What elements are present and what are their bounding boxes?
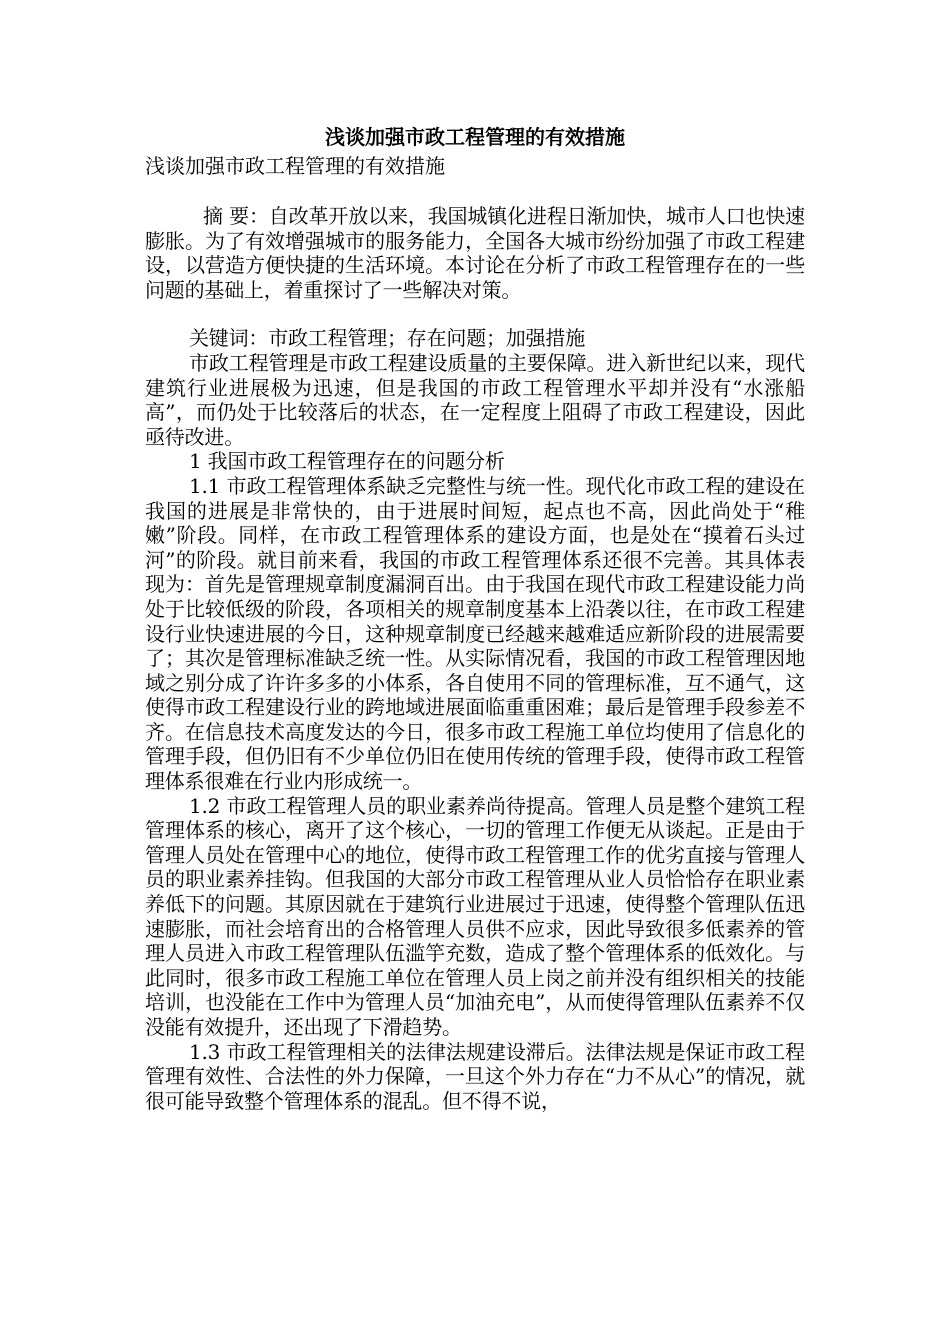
document-body <box>145 122 805 1113</box>
intro-paragraph: 市政工程管理是市政工程建设质量的主要保障。进入新世纪以来，现代建筑行业进展极为迅速，但是我国的市政工程管理水平却并没有“水涨船高”，而仍处于比较落后的状态，在一定程度上阻碍了市政工程建设，因此亟待改进。 <box>145 350 805 449</box>
abstract-paragraph: 摘 要：自改革开放以来，我国城镇化进程日渐加快，城市人口也快速膨胀。为了有效增强城市的服务能力，全国各大城市纷纷加强了市政工程建设，以营造方便快捷的生活环境。本讨论在分析了市政工程管理存在的一些问题的基础上，着重探讨了一些解决对策。 <box>145 204 805 302</box>
section-1-heading: 1 我国市政工程管理存在的问题分析 <box>189 449 505 474</box>
keywords-line: 关键词：市政工程管理；存在问题；加强措施 <box>189 326 585 351</box>
document-title: 浅谈加强市政工程管理的有效措施 <box>325 125 625 149</box>
document-subtitle: 浅谈加强市政工程管理的有效措施 <box>145 154 445 178</box>
paragraph-1-3: 1.3 市政工程管理相关的法律法规建设滞后。法律法规是保证市政工程管理有效性、合法性的外力保障，一旦这个外力存在“力不从心”的情况，就很可能导致整个管理体系的混乱。但不得不说， <box>145 1039 805 1113</box>
paragraph-1-2: 1.2 市政工程管理人员的职业素养尚待提高。管理人员是整个建筑工程管理体系的核心，离开了这个核心，一切的管理工作便无从谈起。正是由于管理人员处在管理中心的地位，使得市政工程管理工作的优劣直接与管理人员的职业素养挂钩。但我国的大部分市政工程管理从业人员恰恰存在职业素养低下的问题。其原因就在于建筑行业进展过于迅速，使得整个管理队伍迅速膨胀，而社会培育出的合格管理人员供不应求，因此导致很多低素养的管理人员进入市政工程管理队伍滥竽充数，造成了整个管理体系的低效化。与此同时，很多市政工程施工单位在管理人员上岗之前并没有组织相关的技能培训，也没能在工作中为管理人员“加油充电”，从而使得管理队伍素养不仅没能有效提升，还出现了下滑趋势。 <box>145 793 805 1039</box>
paragraph-1-1: 1.1 市政工程管理体系缺乏完整性与统一性。现代化市政工程的建设在我国的进展是非常快的，由于进展时间短，起点也不高，因此尚处于“稚嫩”阶段。同样，在市政工程管理体系的建设方面，也是处在“摸着石头过河”的阶段。就目前来看，我国的市政工程管理体系还很不完善。其具体表现为：首先是管理规章制度漏洞百出。由于我国在现代市政工程建设能力尚处于比较低级的阶段，各项相关的规章制度基本上沿袭以往，在市政工程建设行业快速进展的今日，这种规章制度已经越来越难适应新阶段的进展需要了；其次是管理标准缺乏统一性。从实际情况看，我国的市政工程管理因地域之别分成了许许多多的小体系，各自使用不同的管理标准，互不通气，这使得市政工程建设行业的跨地域进展面临重重困难；最后是管理手段参差不齐。在信息技术高度发达的今日，很多市政工程施工单位均使用了信息化的管理手段，但仍旧有不少单位仍旧在使用传统的管理手段，使得市政工程管理体系很难在行业内形成统一。 <box>145 473 805 794</box>
